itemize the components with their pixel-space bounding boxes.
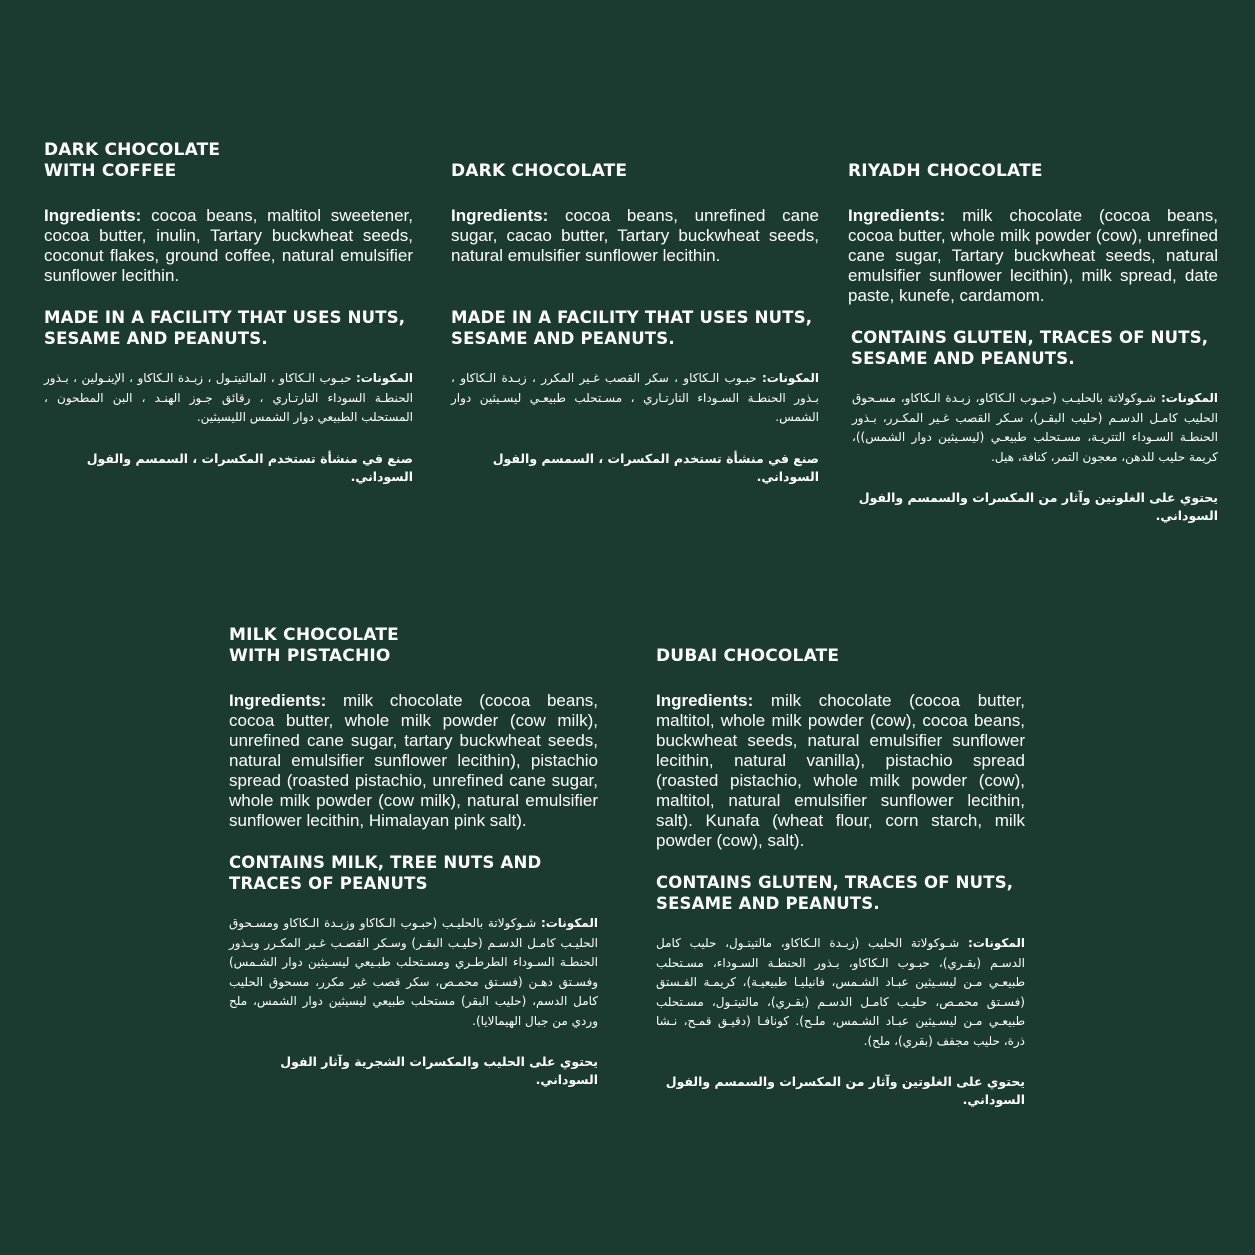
ingredients-text: Ingredients: milk chocolate (cocoa beans, cocoa butter, whole milk powder (cow), unrefined cane sugar, Tartary buckwheat seeds, natural emulsifier sunflower lecithin), milk spread, date paste, kunefe, cardamom.: [848, 206, 1218, 305]
arabic-ingredients-text: المكونات: شـوكولاتة بالحليـب (حبـوب الـكاكاو، زبـدة الـكاكاو، مسـحوق الحليب كامـل الدسـم (حليب البقـر)، سـكر القصب غـير المكـرر، بـذور الحنطـة السـوداء التتريـة، مسـتحلب طبيعـي (ليسـيثين دوار الشمس))، كريمة حليب للدهن، معجون التمر، كنافة، هيل.: [852, 391, 1218, 464]
arabic-ingredients-label: المكونات:: [540, 916, 598, 930]
ingredients-label: Ingredients:: [848, 206, 946, 225]
product-card-riyadh-chocolate: [848, 140, 1218, 525]
arabic-ingredients-label: المكونات:: [761, 371, 819, 385]
arabic-allergen-warning: يحتوي على الحليب والمكسرات الشجرية وآثار الفول السوداني.: [280, 1054, 598, 1087]
ingredients-label: Ingredients:: [451, 206, 549, 225]
arabic-ingredients-label: المكونات:: [967, 936, 1025, 950]
product-title: DUBAI CHOCOLATE: [656, 646, 840, 666]
allergen-warning: CONTAINS GLUTEN, TRACES OF NUTS, SESAME AND PEANUTS.: [851, 328, 1209, 368]
arabic-allergen-warning: صنع في منشأة تستخدم المكسرات ، السمسم والفول السوداني.: [86, 450, 413, 484]
ingredients-text: Ingredients: cocoa beans, maltitol sweetener, cocoa butter, inulin, Tartary buckwheat seeds, coconut flakes, ground coffee, natural emulsifier sunflower lecithin.: [44, 206, 413, 285]
arabic-ingredients-text: المكونات: حبـوب الـكاكاو ، سكر القصب غـير المكرر ، زبـدة الـكاكاو ، بـذور الحنطـة السـوداء التارتـاري ، مسـتحلب طبيعـي ليسـيثين دوار الشمس.: [451, 371, 819, 424]
arabic-allergen-warning: صنع في منشأة تستخدم المكسرات ، السمسم والفول السوداني.: [492, 450, 819, 484]
arabic-ingredients-text: المكونات: شـوكولاتة الحليب (زبـدة الـكاكاو، مالتيتـول، حليب كامل الدسـم (بقـري)، حبـوب الـكاكاو، بـذور الحنطـة السـوداء، مسـتحلب طبيعـي مـن ليسـيثين عبـاد الشـمس، فانيليـا طبيعيـة)، كريمـة الفـستق (فسـتق محمـص، حليـب كامـل الدسـم (بقـري)، مالتيتـول، مسـتحلب طبيعـي مـن ليسـيثين عبـاد الشـمس، ملـح). كونافـا (دقيـق قمـح، نـشا ذرة، حليب مجفف (بقري)، ملح).: [656, 936, 1025, 1048]
ingredients-label: Ingredients:: [229, 691, 327, 710]
product-title: DARK CHOCOLATE: [451, 161, 628, 181]
arabic-allergen-warning: يحتوي على الغلوتين وآثار من المكسرات والسمسم والفول السوداني.: [858, 490, 1218, 523]
allergen-warning: MADE IN A FACILITY THAT USES NUTS, SESAME AND PEANUTS.: [44, 308, 406, 348]
arabic-ingredients-label: المكونات:: [1160, 391, 1218, 405]
product-title: MILK CHOCOLATE WITH PISTACHIO: [229, 625, 399, 666]
product-title: RIYADH CHOCOLATE: [848, 161, 1043, 181]
ingredients-label: Ingredients:: [44, 206, 142, 225]
product-card-dark-chocolate: [451, 140, 819, 486]
ingredients-text: Ingredients: cocoa beans, unrefined cane sugar, cacao butter, Tartary buckwheat seeds, natural emulsifier sunflower lecithin.: [451, 206, 819, 265]
ingredients-text: Ingredients: milk chocolate (cocoa butter, maltitol, whole milk powder (cow), cocoa beans, buckwheat seeds, natural emulsifier sunflower lecithin, natural vanilla), pistachio spread (roasted pistachio, whole milk powder (cow), maltitol, natural emulsifier sunflower lecithin, salt). Kunafa (wheat flour, corn starch, milk powder (cow), salt).: [656, 691, 1025, 850]
product-title: DARK CHOCOLATE WITH COFFEE: [44, 140, 221, 181]
ingredients-label: Ingredients:: [656, 691, 754, 710]
product-card-dubai-chocolate: [656, 625, 1025, 1109]
product-card-milk-chocolate-with-pistachio: [229, 625, 598, 1089]
allergen-warning: MADE IN A FACILITY THAT USES NUTS, SESAME AND PEANUTS.: [451, 308, 813, 348]
product-card-dark-chocolate-with-coffee: [44, 140, 413, 486]
arabic-ingredients-label: المكونات:: [355, 371, 413, 385]
ingredients-text: Ingredients: milk chocolate (cocoa beans, cocoa butter, whole milk powder (cow milk), unrefined cane sugar, tartary buckwheat seeds, natural emulsifier sunflower lecithin), pistachio spread (roasted pistachio, unrefined cane sugar, whole milk powder (cow milk), natural emulsifier sunflower lecithin, Himalayan pink salt).: [229, 691, 598, 830]
arabic-allergen-warning: يحتوي على الغلوتين وآثار من المكسرات والسمسم والفول السوداني.: [665, 1074, 1025, 1107]
allergen-warning: CONTAINS GLUTEN, TRACES OF NUTS, SESAME AND PEANUTS.: [656, 873, 1014, 913]
arabic-ingredients-text: المكونات: حبـوب الـكاكاو ، المالتيتـول ، زبـدة الـكاكاو ، الإينـولين ، بـذور الحنطـة السوداء التارتـاري ، رقائق جـوز الهنـد ، البن المطحون ، المستحلب الطبيعي دوار الشمس الليسيثين.: [44, 371, 413, 424]
arabic-ingredients-text: المكونات: شـوكولاتة بالحليـب (حبـوب الـكاكاو وزبـدة الـكاكاو ومسـحوق الحليـب كامـل الدسـم (حليـب البقـر) وسـكر القصـب غـير المكـرر وبـذور الحنطـة السـوداء الطرطـري ومسـتحلب طبـيعي ليسـيثين دوار الشـمس) وفسـتق دهـن (فسـتق محمـص، سكر قصب غير مكرر، مسحوق الحليب كامل الدسم، (حليب البقر) مستحلب طبيعي ليسيثين دوار الشمس، ملح وردي من جبال الهيمالايا).: [229, 916, 598, 1028]
allergen-warning: CONTAINS MILK, TREE NUTS AND TRACES OF PEANUTS: [229, 853, 542, 893]
